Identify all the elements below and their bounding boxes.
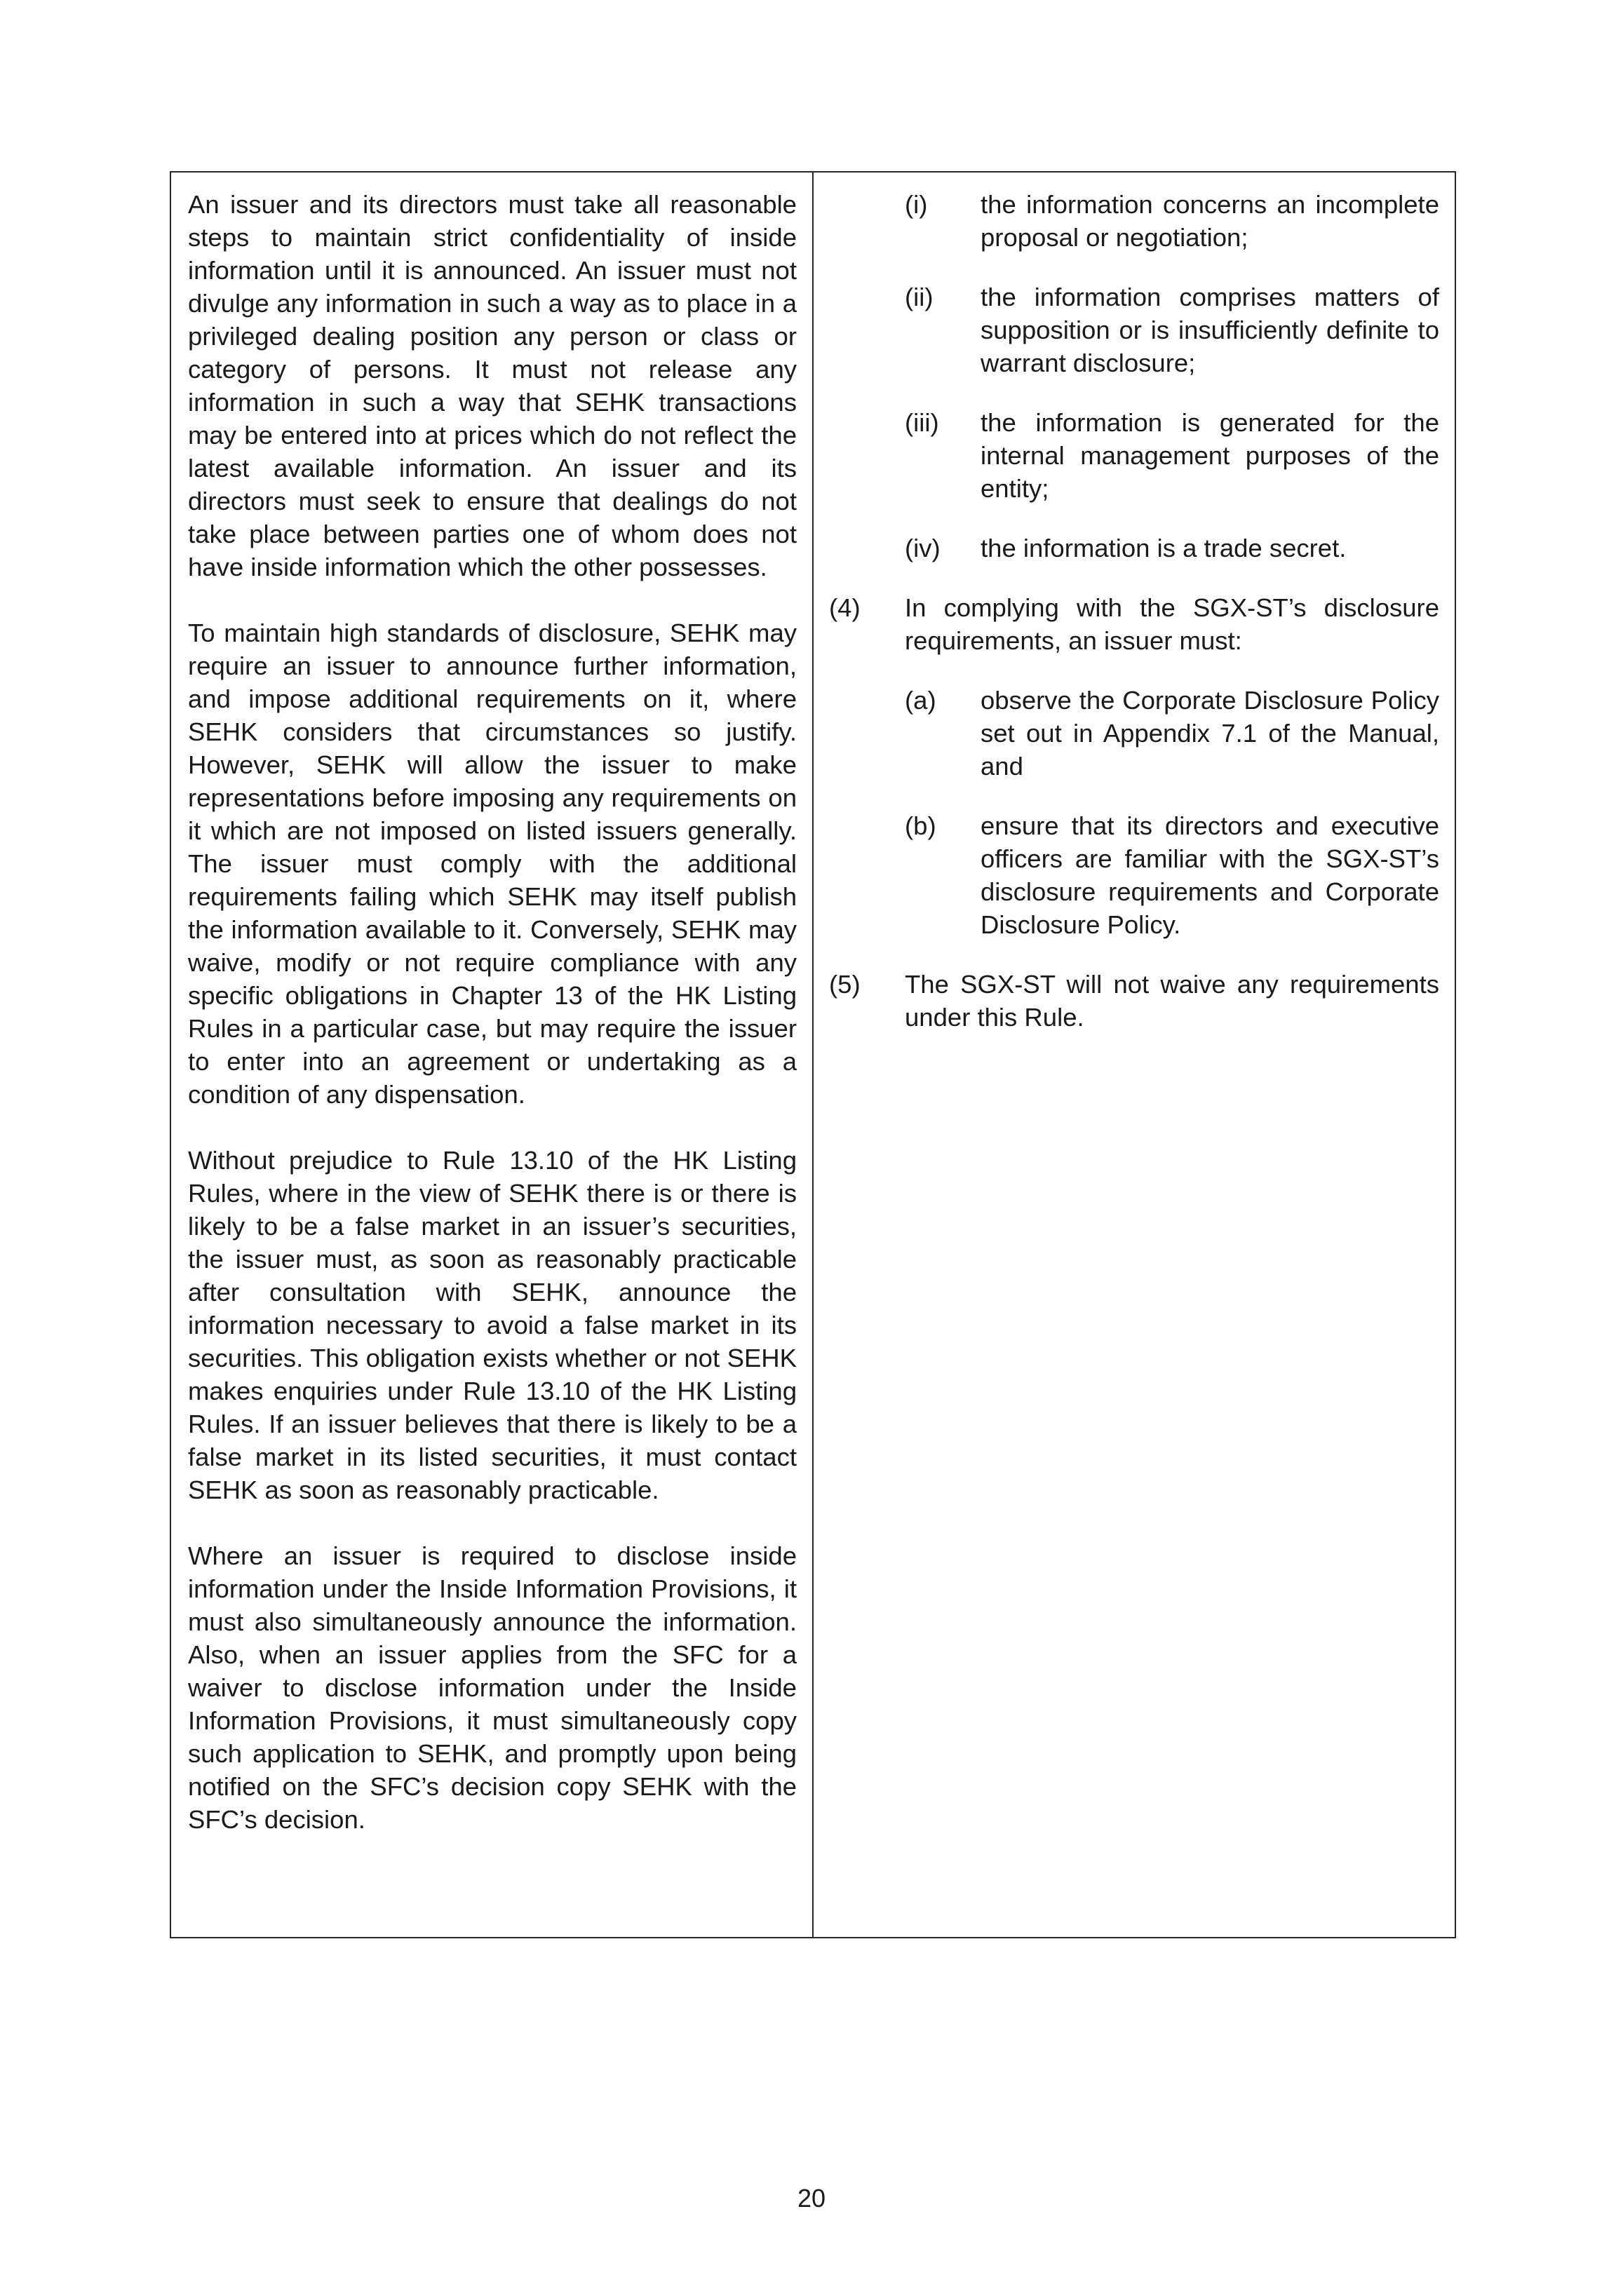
sub-item-text: the information is a trade secret. (981, 534, 1347, 562)
sub-item-number: (ii) (905, 283, 934, 311)
item-number: (4) (829, 593, 861, 622)
sub-item-number: (a) (905, 686, 936, 715)
item-4 (829, 591, 1439, 657)
sub-item-ii (905, 281, 1439, 379)
sub-item-text: ensure that its directors and executive officers are familiar with the SGX-ST’s disclosure requirements and Corporate Disclosure Policy. (981, 811, 1439, 939)
item-5 (829, 968, 1439, 1034)
sub-item-iii (905, 406, 1439, 505)
paragraph-inside-information: Where an issuer is required to disclose inside information under the Inside Information Provisions, it must also simultaneously announce the information. Also, when an issuer applies from the SFC for a waiver to disclose information under the Inside Information Provisions, it must simultaneously copy such application to SEHK, and promptly upon being notified on the SFC’s decision copy SEHK with the SFC’s decision. (188, 1541, 797, 1834)
sub-item-iv (905, 532, 1439, 565)
page-number: 20 (797, 2184, 826, 2213)
sub-item-number: (i) (905, 190, 928, 219)
paragraph-disclosure-standards: To maintain high standards of disclosure, SEHK may require an issuer to announce further information, and impose additional requirements on it, where SEHK considers that circumstances so justify. However, SEHK will allow the issuer to make representations before imposing any requirements on it which are not imposed on listed issuers generally. The issuer must comply with the additional requirements failing which SEHK may itself publish the information available to it. Conversely, SEHK may waive, modify or not require compliance with any specific obligations in Chapter 13 of the HK Listing Rules in a particular case, but may require the issuer to enter into an agreement or undertaking as a condition of any dispensation. (188, 619, 797, 1109)
item-number: (5) (829, 970, 861, 999)
sub-item-text: observe the Corporate Disclosure Policy set out in Appendix 7.1 of the Manual, and (981, 686, 1439, 781)
sub-item-number: (b) (905, 811, 936, 840)
right-column-sgx-rules (814, 173, 1455, 1937)
sub-item-number: (iii) (905, 408, 939, 437)
paragraph-confidentiality: An issuer and its directors must take all reasonable steps to maintain strict confidentiality of inside information until it is announced. An issuer must not divulge any information in such a way as to place in a privileged dealing position any person or class or category of persons. It must not release any information in such a way that SEHK transactions may be entered into at prices which do not reflect the latest available information. An issuer and its directors must seek to ensure that dealings do not take place between parties one of whom does not have inside information which the other possesses. (188, 190, 797, 581)
paragraph-false-market: Without prejudice to Rule 13.10 of the HK Listing Rules, where in the view of SEHK there is or there is likely to be a false market in an issuer’s securities, the issuer must, as soon as reasonably practicable after consultation with SEHK, announce the information necessary to avoid a false market in its securities. This obligation exists whether or not SEHK makes enquiries under Rule 13.10 of the HK Listing Rules. If an issuer believes that there is likely to be a false market in its listed securities, it must contact SEHK as soon as reasonably practicable. (188, 1146, 797, 1504)
item-text: In complying with the SGX-ST’s disclosure requirements, an issuer must: (905, 593, 1439, 655)
rules-comparison-table (170, 171, 1456, 1938)
left-column-hk-rules (171, 173, 814, 1937)
sub-item-text: the information comprises matters of supposition or is insufficiently definite to warrant disclosure; (981, 283, 1439, 377)
sub-item-text: the information concerns an incomplete proposal or negotiation; (981, 190, 1439, 252)
sub-item-b (905, 809, 1439, 941)
item-text: The SGX-ST will not waive any requirements under this Rule. (905, 970, 1439, 1032)
sub-item-number: (iv) (905, 534, 941, 562)
sub-item-a (905, 684, 1439, 783)
sub-item-text: the information is generated for the internal management purposes of the entity; (981, 408, 1439, 503)
sub-item-i (905, 188, 1439, 254)
